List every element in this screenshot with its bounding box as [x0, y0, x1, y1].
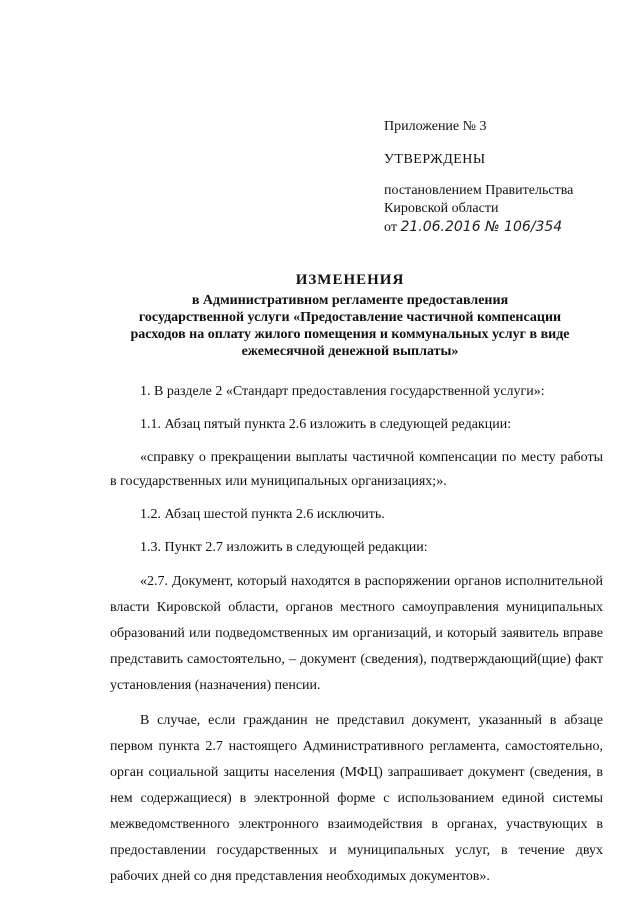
heading-subtitle-2: государственной услуги «Предоставление частичной компенсации [138, 310, 562, 325]
approval-line-1: постановлением Правительства [384, 183, 574, 198]
paragraph-1: 1. В разделе 2 «Стандарт предоставления государственной услуги»: [140, 384, 545, 399]
heading-subtitle-4: ежемесячной денежной выплаты» [241, 344, 459, 359]
paragraph-3: «справку о прекращении выплаты частичной компенсации по месту работы в государственных или муниципальных организациях;». [110, 450, 603, 489]
paragraph-5: 1.3. Пункт 2.7 изложить в следующей редакции: [140, 540, 428, 555]
heading-subtitle-1: в Административном регламенте предоставления [191, 293, 509, 308]
annex-number: Приложение № 3 [384, 119, 487, 134]
paragraph-2: 1.1. Абзац пятый пункта 2.6 изложить в следующей редакции: [140, 417, 512, 432]
approved-label: УТВЕРЖДЕНЫ [384, 152, 486, 167]
approval-block [384, 118, 634, 237]
paragraph-6: «2.7. Документ, который находятся в распоряжении органов исполнительной власти Кировской области, органов местного самоуправления муниципальных образований или подведомственных им организаций, и который заявитель вправе представить самостоятельно, – документ (сведения), подтверждающий(щие) факт установления (назначения) пенсии. [110, 574, 603, 693]
handwritten-date-number: 21.06.2016 № 106/354 [400, 219, 563, 235]
approval-date-line [384, 218, 634, 237]
heading-subtitle-3: расходов на оплату жилого помещения и коммунальных услуг в виде [130, 327, 570, 342]
approval-line-2: Кировской области [384, 201, 499, 216]
date-prefix: от [384, 220, 397, 235]
document-body [110, 380, 603, 890]
heading-title: ИЗМЕНЕНИЯ [295, 272, 405, 288]
document-heading [90, 270, 610, 360]
paragraph-4: 1.2. Абзац шестой пункта 2.6 исключить. [140, 507, 385, 522]
paragraph-7: В случае, если гражданин не представил документ, указанный в абзаце первом пункта 2.7 настоящего Административного регламента, самостоятельно, орган социальной защиты населения (МФЦ) запрашивает документ (сведения, в нем содержащиеся) в электронной форме с использованием единой системы межведомственного электронного взаимодействия в органах, участвующих в предоставлении государственных и муниципальных услуг, в течение двух рабочих дней со дня представления необходимых документов». [110, 713, 603, 884]
